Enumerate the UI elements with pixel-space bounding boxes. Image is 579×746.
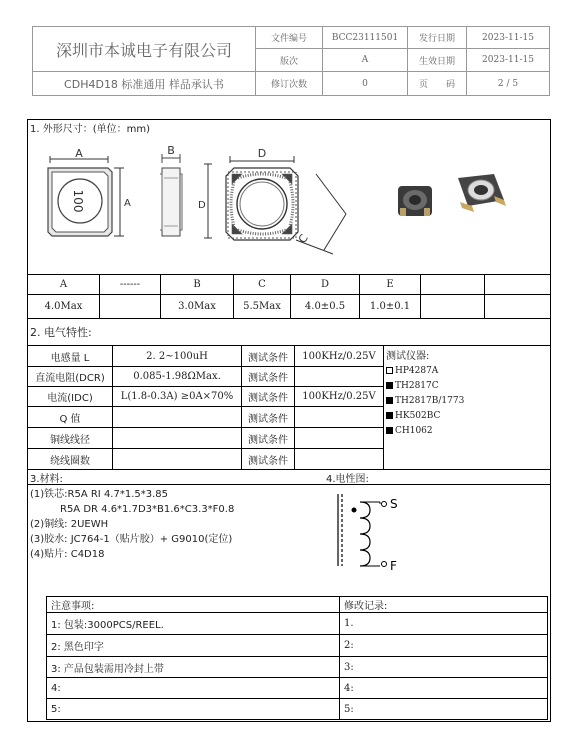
instruments-list bbox=[386, 347, 546, 438]
materials-title: 3.材料: bbox=[30, 473, 63, 485]
dim-header-a: A bbox=[59, 279, 68, 290]
revision-item-3: 3: bbox=[344, 661, 354, 673]
instrument-item bbox=[386, 393, 546, 408]
note-item-4: 4: bbox=[51, 682, 61, 694]
dim-c-label: C bbox=[295, 231, 311, 246]
dim-value-a: 4.0Max bbox=[44, 301, 83, 312]
material-core-ri: (1)铁芯:R5A RI 4.7*1.5*3.85 bbox=[30, 489, 169, 500]
dim-header-c: C bbox=[258, 279, 266, 290]
materials-list bbox=[30, 487, 320, 562]
version-label: 版次 bbox=[279, 56, 298, 67]
cond-wire-diameter bbox=[295, 428, 383, 448]
issue-date-label: 发行日期 bbox=[418, 34, 455, 44]
bottom-view bbox=[204, 156, 346, 254]
dim-b-label: B bbox=[167, 144, 175, 157]
schematic-title: 4.电性图: bbox=[326, 473, 369, 485]
note-item-5: 5: bbox=[51, 703, 61, 715]
instrument-item bbox=[386, 408, 546, 423]
electrical-schematic bbox=[330, 490, 440, 574]
company-name: 深圳市本诚电子有限公司 bbox=[55, 40, 232, 60]
param-inductance: 电感量 L bbox=[50, 352, 90, 364]
dimensions-title: 1. 外形尺寸：(单位：mm) bbox=[30, 123, 151, 135]
electrical-title: 2. 电气特性: bbox=[30, 326, 92, 339]
material-wire: (2)铜线: 2UEWH bbox=[30, 519, 109, 530]
cond-turns bbox=[295, 449, 383, 469]
effective-date: 2023-11-15 bbox=[482, 55, 534, 65]
dim-value-b: 3.0Max bbox=[178, 301, 216, 312]
part-marking: 100 bbox=[71, 189, 85, 213]
param-turns: 绕线圈数 bbox=[50, 455, 90, 467]
schematic-start-label: S bbox=[390, 497, 398, 511]
material-core-dr: R5A DR 4.6*1.7D3*B1.6*C3.3*F0.8 bbox=[60, 504, 235, 515]
instrument-label: HK502BC bbox=[395, 410, 441, 421]
instrument-item bbox=[386, 363, 546, 378]
value-turns bbox=[113, 449, 241, 469]
instrument-label: CH1062 bbox=[395, 425, 433, 436]
dim-value-e: 1.0±0.1 bbox=[369, 301, 411, 312]
cond-idc: 100KHz/0.25V bbox=[302, 391, 376, 402]
product-photo-1 bbox=[398, 186, 432, 216]
note-item-1: 1: 包装:3000PCS/REEL. bbox=[51, 620, 164, 631]
cond-label-q: 测试条件 bbox=[248, 413, 288, 425]
revision-header: 修改记录: bbox=[344, 601, 388, 612]
effective-date-label: 生效日期 bbox=[418, 56, 455, 67]
checkbox-checked-icon bbox=[386, 412, 393, 419]
revision-item-4: 4: bbox=[344, 682, 354, 694]
front-view bbox=[48, 156, 124, 236]
dim-header-d: D bbox=[320, 279, 330, 290]
instrument-label: HP4287A bbox=[395, 365, 439, 376]
value-q bbox=[113, 407, 241, 427]
checkbox-checked-icon bbox=[386, 427, 393, 434]
note-item-3: 3: 产品包装需用冷封上带 bbox=[51, 663, 164, 675]
cond-q bbox=[295, 407, 383, 427]
value-wire-diameter bbox=[113, 428, 241, 448]
param-q: Q 值 bbox=[59, 413, 81, 425]
document-subtitle: CDH4D18 标准通用 样品承认书 bbox=[64, 77, 224, 91]
version: A bbox=[361, 55, 369, 65]
dim-header-blank: ------ bbox=[119, 279, 141, 290]
instrument-item bbox=[386, 378, 546, 393]
side-view bbox=[160, 154, 182, 236]
dim-header-e: E bbox=[386, 279, 394, 290]
revision-label: 修订次数 bbox=[270, 80, 307, 90]
dim-header-b: B bbox=[193, 279, 201, 290]
section3-divider bbox=[27, 484, 551, 485]
file-no: BCC23111501 bbox=[331, 32, 399, 43]
page-label: 页 码 bbox=[418, 80, 455, 90]
revision-item-1: 1. bbox=[344, 618, 354, 629]
cond-label-dcr: 测试条件 bbox=[248, 373, 288, 384]
dim-a-label: A bbox=[75, 147, 83, 160]
instruments-title: 测试仪器: bbox=[386, 351, 430, 362]
dim-value-blank bbox=[100, 295, 160, 318]
issue-date: 2023-11-15 bbox=[482, 32, 534, 43]
value-dcr: 0.085-1.98ΩMax. bbox=[133, 371, 221, 382]
dim-a-side-label: A bbox=[124, 198, 131, 209]
schematic-finish-label: F bbox=[390, 559, 397, 573]
cond-dcr bbox=[295, 367, 383, 386]
cond-inductance: 100KHz/0.25V bbox=[302, 350, 376, 362]
page-number: 2 / 5 bbox=[497, 78, 519, 89]
revision-item-2: 2: bbox=[344, 640, 354, 651]
inductor-drawing bbox=[28, 134, 550, 274]
checkbox-unchecked-icon bbox=[386, 367, 393, 374]
value-inductance: 2. 2~100uH bbox=[146, 350, 208, 362]
notes-header: 注意事项: bbox=[51, 601, 95, 612]
cond-label-idc: 测试条件 bbox=[248, 393, 288, 404]
material-glue: (3)胶水: JC764-1（贴片胶）+ G9010(定位) bbox=[30, 534, 233, 545]
dim-d-label: D bbox=[257, 147, 267, 160]
dim-d-side-label: D bbox=[198, 200, 206, 211]
material-smd: (4)贴片: C4D18 bbox=[30, 549, 105, 560]
param-wire-diameter: 铜线线径 bbox=[50, 434, 90, 446]
revision-count: 0 bbox=[362, 78, 368, 89]
param-idc: 电流(IDC) bbox=[47, 393, 93, 404]
cond-label-inductance: 测试条件 bbox=[248, 352, 288, 364]
product-photo-2 bbox=[458, 174, 506, 212]
revision-item-5: 5: bbox=[344, 703, 354, 715]
param-dcr: 直流电阻(DCR) bbox=[35, 373, 105, 384]
note-item-2: 2: 黑色印字 bbox=[51, 642, 104, 653]
instrument-label: TH2817B/1773 bbox=[395, 395, 465, 406]
value-idc: L(1.8-0.3A) ≥0A×70% bbox=[120, 391, 234, 402]
file-no-label: 文件编号 bbox=[270, 34, 307, 44]
dim-value-c: 5.5Max bbox=[243, 301, 281, 312]
instrument-label: TH2817C bbox=[395, 380, 439, 391]
checkbox-checked-icon bbox=[386, 382, 393, 389]
checkbox-checked-icon bbox=[386, 397, 393, 404]
dim-value-d: 4.0±0.5 bbox=[304, 301, 346, 312]
instrument-item bbox=[386, 423, 546, 438]
cond-label-wire-diameter: 测试条件 bbox=[248, 434, 288, 446]
cond-label-turns: 测试条件 bbox=[248, 455, 288, 467]
